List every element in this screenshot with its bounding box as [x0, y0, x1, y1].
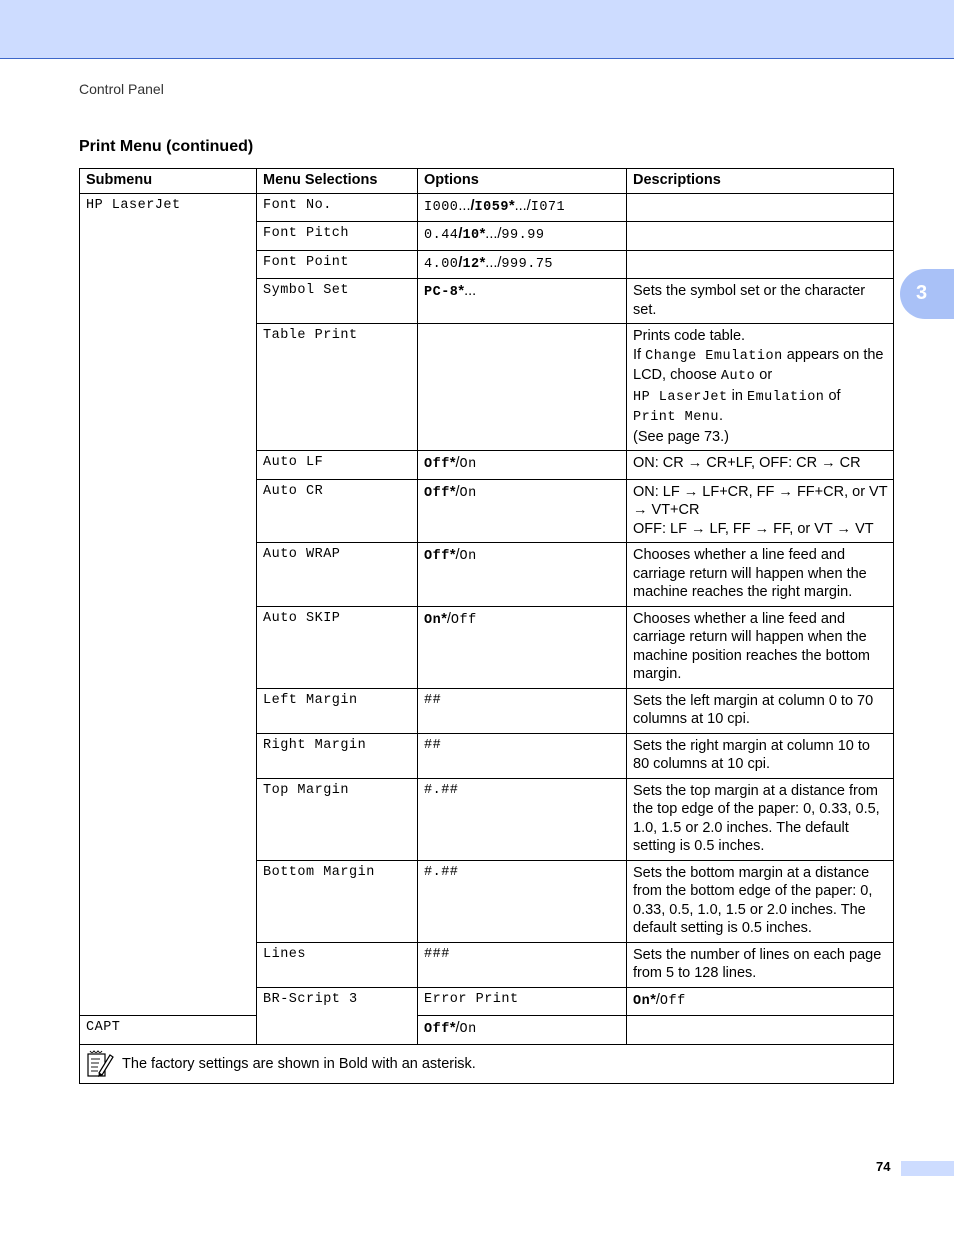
menu-selection: Error Print: [418, 987, 627, 1016]
options-cell: [418, 324, 627, 451]
table-row: [80, 1016, 894, 1045]
table-header-row: [80, 169, 894, 194]
column-header-submenu: Submenu: [80, 169, 257, 194]
description-cell: Prints code table. If Change Emulation appears on the LCD, choose Auto or HP LaserJet in Emulation of Print Menu. (See page 73.): [627, 324, 894, 451]
options-cell: 4.00/12*.../999.75: [418, 250, 627, 279]
options-cell: Off*/On: [418, 479, 627, 543]
description-cell: Sets the number of lines on each page from 5 to 128 lines.: [627, 942, 894, 987]
menu-selection: Top Margin: [257, 778, 418, 860]
chapter-tab: [900, 269, 954, 319]
print-menu-table: [79, 168, 894, 1084]
table-row: [80, 193, 894, 222]
column-header-options: Options: [418, 169, 627, 194]
description-cell: Chooses whether a line feed and carriage return will happen when the machine position reaches the bottom margin.: [627, 606, 894, 688]
options-cell: I000.../I059*.../I071: [418, 193, 627, 222]
menu-selection: Bottom Margin: [257, 860, 418, 942]
note-row: [80, 1044, 894, 1083]
description-cell: Sets the symbol set or the character set.: [627, 279, 894, 324]
column-header-descriptions: Descriptions: [627, 169, 894, 194]
note-pencil-icon: [86, 1049, 114, 1079]
description-cell: Sets the top margin at a distance from the top edge of the paper: 0, 0.33, 0.5, 1.0, 1.5 or 2.0 inches. The default setting is 0.5 inches.: [627, 778, 894, 860]
menu-selection: Auto SKIP: [257, 606, 418, 688]
description-cell: ON: LF → LF+CR, FF → FF+CR, or VT → VT+CR OFF: LF → LF, FF → FF, or VT → VT: [627, 479, 894, 543]
description-cell: [627, 1016, 894, 1045]
page-title: Print Menu (continued): [79, 138, 254, 155]
options-cell: Off*/On: [418, 451, 627, 480]
options-cell: #.##: [418, 778, 627, 860]
menu-selection: Table Print: [257, 324, 418, 451]
chapter-number: 3: [916, 282, 928, 304]
note-cell: [80, 1044, 894, 1083]
menu-selection: Left Margin: [257, 688, 418, 733]
description-cell: [627, 193, 894, 222]
submenu-hp-laserjet: HP LaserJet: [80, 193, 257, 1016]
menu-selection: Font No.: [257, 193, 418, 222]
description-cell: Chooses whether a line feed and carriage return will happen when the machine reaches the right margin.: [627, 543, 894, 607]
menu-selection: Font Pitch: [257, 222, 418, 251]
header-band: [0, 0, 954, 59]
options-cell: Off*/On: [418, 543, 627, 607]
description-cell: Sets the bottom margin at a distance from the bottom edge of the paper: 0, 0.33, 0.5, 1.0, 1.5 or 2.0 inches. The default setting is 0.5 inches.: [627, 860, 894, 942]
menu-selection: CAPT: [80, 1016, 257, 1045]
note-text: The factory settings are shown in Bold with an asterisk.: [122, 1055, 476, 1072]
footer-band: [901, 1161, 954, 1176]
menu-selection: Symbol Set: [257, 279, 418, 324]
options-cell: Off*/On: [418, 1016, 627, 1045]
options-cell: ##: [418, 733, 627, 778]
breadcrumb: Control Panel: [79, 81, 164, 97]
description-cell: Sets the right margin at column 10 to 80 columns at 10 cpi.: [627, 733, 894, 778]
options-cell: On*/Off: [627, 987, 894, 1016]
options-cell: 0.44/10*.../99.99: [418, 222, 627, 251]
description-cell: Sets the left margin at column 0 to 70 columns at 10 cpi.: [627, 688, 894, 733]
page-number: 74: [876, 1159, 891, 1174]
options-cell: On*/Off: [418, 606, 627, 688]
description-cell: [627, 250, 894, 279]
menu-selection: Lines: [257, 942, 418, 987]
description-cell: [627, 222, 894, 251]
submenu-br-script: BR-Script 3: [257, 987, 418, 1044]
options-cell: ##: [418, 688, 627, 733]
menu-selection: Auto WRAP: [257, 543, 418, 607]
menu-selection: Right Margin: [257, 733, 418, 778]
menu-selection: Auto CR: [257, 479, 418, 543]
menu-selection: Font Point: [257, 250, 418, 279]
options-cell: PC-8*...: [418, 279, 627, 324]
column-header-menu-selections: Menu Selections: [257, 169, 418, 194]
options-cell: #.##: [418, 860, 627, 942]
options-cell: ###: [418, 942, 627, 987]
menu-selection: Auto LF: [257, 451, 418, 480]
description-cell: ON: CR → CR+LF, OFF: CR → CR: [627, 451, 894, 480]
